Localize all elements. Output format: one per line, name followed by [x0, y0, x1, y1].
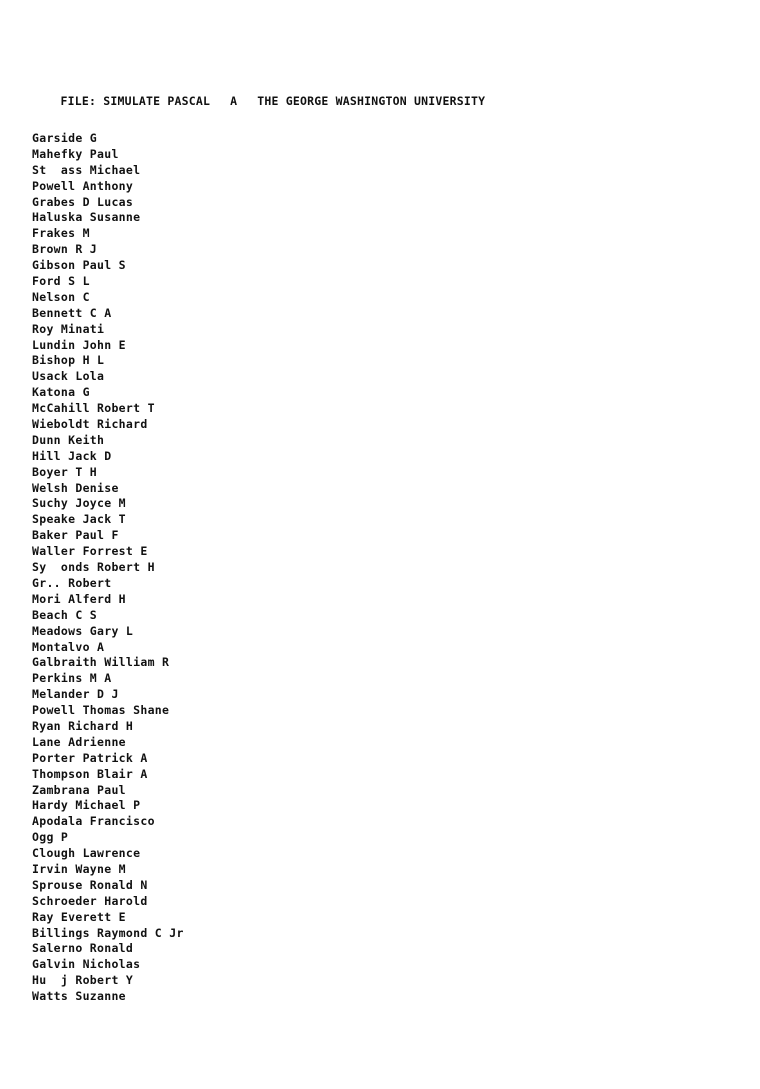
name-entry: Hu j Robert Y: [32, 973, 134, 988]
name-entry: Schroeder Harold: [32, 893, 148, 908]
name-entry: Ford S L: [32, 274, 90, 289]
name-entry: Lundin John E: [32, 337, 126, 352]
file-label: FILE: SIMULATE PASCAL: [60, 94, 211, 108]
name-entry: Zambrana Paul: [32, 782, 126, 797]
name-entry: Garside G: [32, 131, 98, 145]
file-mode: A: [230, 94, 238, 108]
name-entry: Gr.. Robert: [32, 575, 112, 590]
name-entry: Clough Lawrence: [32, 846, 141, 861]
name-entry: Porter Patrick A: [32, 750, 148, 765]
name-entry: Haluska Susanne: [32, 210, 141, 225]
name-entry: Boyer T H: [32, 464, 98, 479]
name-entry: Hill Jack D: [32, 448, 112, 463]
name-entry: St ass Michael: [32, 162, 141, 177]
name-entry: Meadows Gary L: [32, 623, 134, 638]
name-entry: Frakes M: [32, 226, 90, 241]
name-entry: Ray Everett E: [32, 909, 126, 924]
name-entry: Sy onds Robert H: [32, 560, 155, 575]
name-entry: Powell Thomas Shane: [32, 703, 170, 718]
name-entry: Hardy Michael P: [32, 798, 141, 813]
institution-name: THE GEORGE WASHINGTON UNIVERSITY: [257, 94, 486, 108]
name-entry: Sprouse Ronald N: [32, 877, 148, 892]
name-entry: Roy Minati: [32, 321, 105, 336]
name-entry: Nelson C: [32, 289, 90, 304]
name-entry: Salerno Ronald: [32, 941, 134, 956]
name-entry: Powell Anthony: [32, 178, 134, 193]
name-entry: Katona G: [32, 385, 90, 400]
name-entry: Wieboldt Richard: [32, 417, 148, 432]
page-header: [32, 80, 485, 122]
name-entry: Suchy Joyce M: [32, 496, 126, 511]
name-entry: Ryan Richard H: [32, 718, 134, 733]
name-entry: Usack Lola: [32, 369, 105, 384]
name-entry: Irvin Wayne M: [32, 861, 126, 876]
name-entry: Bishop H L: [32, 353, 105, 368]
name-entry: Galvin Nicholas: [32, 957, 141, 972]
name-entry: Baker Paul F: [32, 528, 119, 543]
name-list: [32, 131, 184, 1005]
name-entry: Melander D J: [32, 687, 119, 702]
name-entry: Waller Forrest E: [32, 544, 148, 559]
name-entry: Dunn Keith: [32, 432, 105, 447]
name-entry: Grabes D Lucas: [32, 194, 134, 209]
name-entry: Beach C S: [32, 607, 98, 622]
name-entry: Speake Jack T: [32, 512, 126, 527]
name-entry: Perkins M A: [32, 671, 112, 686]
name-entry: Lane Adrienne: [32, 734, 126, 749]
name-entry: Mahefky Paul: [32, 146, 119, 161]
name-entry: Mori Alferd H: [32, 591, 126, 606]
name-entry: Montalvo A: [32, 639, 105, 654]
name-entry: Apodala Francisco: [32, 814, 155, 829]
name-entry: Thompson Blair A: [32, 766, 148, 781]
name-entry: Bennett C A: [32, 305, 112, 320]
name-entry: Welsh Denise: [32, 480, 119, 495]
name-entry: McCahill Robert T: [32, 401, 155, 416]
name-entry: Brown R J: [32, 242, 98, 257]
name-entry: Gibson Paul S: [32, 258, 126, 273]
name-entry: Ogg P: [32, 830, 69, 845]
name-entry: Billings Raymond C Jr: [32, 925, 184, 940]
name-entry: Watts Suzanne: [32, 989, 126, 1004]
name-entry: Galbraith William R: [32, 655, 170, 670]
